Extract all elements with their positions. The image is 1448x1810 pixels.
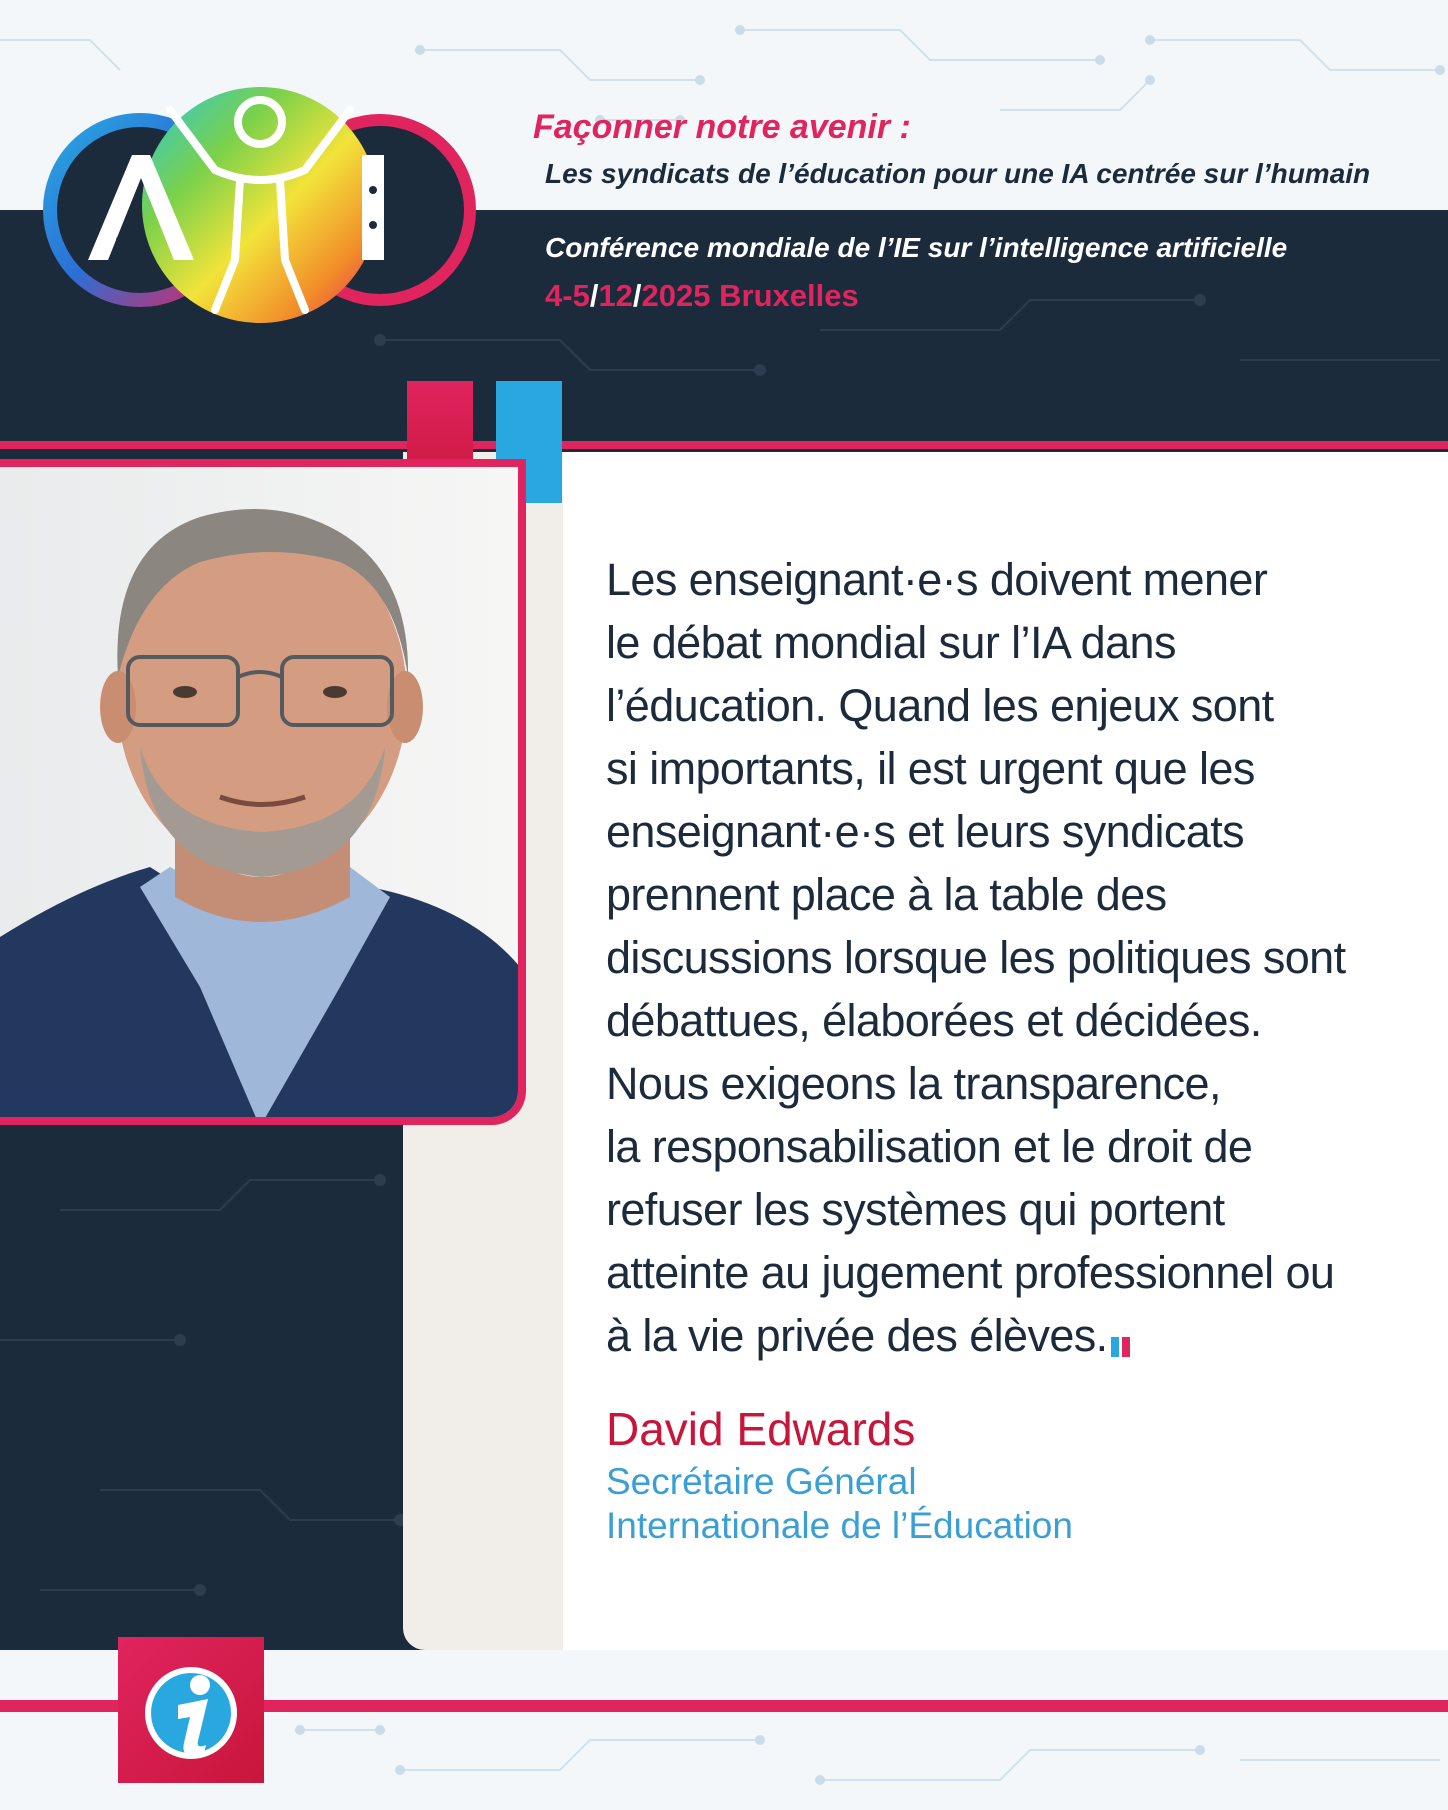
- quote-line: la responsabilisation et le droit de: [606, 1121, 1253, 1172]
- speaker-role: Secrétaire Général: [606, 1461, 917, 1502]
- quote-line: à la vie privée des élèves.: [606, 1310, 1108, 1361]
- ai-figure-logo-icon: [40, 60, 490, 350]
- quote-line: le débat mondial sur l’IA dans: [606, 617, 1176, 668]
- quote-line: Les enseignant·e·s doivent mener: [606, 554, 1268, 605]
- speaker-name: David Edwards: [606, 1403, 916, 1455]
- header-tagline: Façonner notre avenir :: [533, 108, 911, 146]
- quote-line: atteinte au jugement professionnel ou: [606, 1247, 1335, 1298]
- quote-line: prennent place à la table des: [606, 869, 1167, 920]
- quote-text: [606, 548, 1426, 1373]
- speaker-organization: Internationale de l’Éducation: [606, 1505, 1073, 1546]
- close-quote-icon: [1111, 1310, 1133, 1373]
- quote-line: enseignant·e·s et leurs syndicats: [606, 806, 1245, 857]
- quote-line: refuser les systèmes qui portent: [606, 1184, 1225, 1235]
- speaker-photo: [0, 459, 526, 1125]
- quote-line: discussions lorsque les politiques sont: [606, 932, 1346, 983]
- date-year-city: 2025 Bruxelles: [641, 278, 859, 313]
- quote-line: Nous exigeons la transparence,: [606, 1058, 1221, 1109]
- conference-date: [545, 278, 859, 314]
- date-month: 12: [598, 278, 633, 313]
- quote-line: l’éducation. Quand les enjeux sont: [606, 680, 1274, 731]
- quote-line-last: [606, 1304, 1426, 1373]
- quote-line: si importants, il est urgent que les: [606, 743, 1255, 794]
- date-separator: /: [589, 278, 599, 313]
- ei-logo-icon: [118, 1637, 264, 1783]
- accent-line: [0, 441, 1448, 449]
- quote-line: débattues, élaborées et décidées.: [606, 995, 1262, 1046]
- header-subtitle: Les syndicats de l’éducation pour une IA centrée sur l’humain: [545, 158, 1371, 189]
- date-separator: /: [632, 278, 642, 313]
- conference-title: Conférence mondiale de l’IE sur l’intelligence artificielle: [545, 232, 1288, 263]
- date-days: 4-5: [545, 278, 590, 313]
